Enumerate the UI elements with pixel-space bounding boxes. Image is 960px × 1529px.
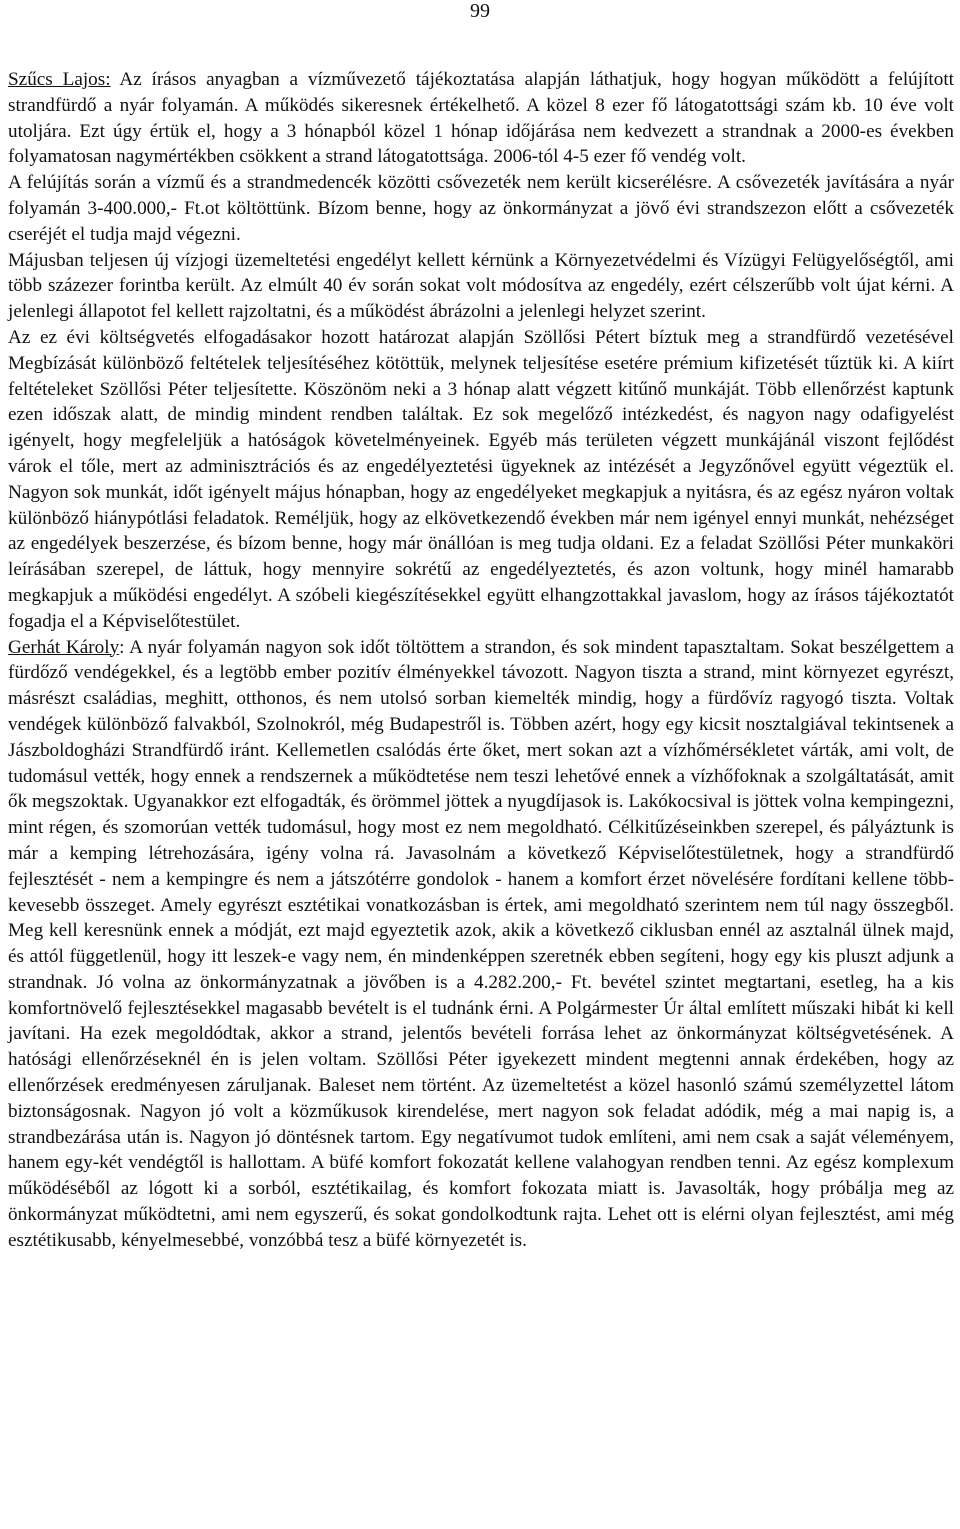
paragraph-permit <box>8 248 954 325</box>
paragraph-text: A felújítás során a vízmű és a strandmedencék közötti csővezeték nem került kicserélésre. A csővezeték javítására a nyár folyamán 3-400.000,- Ft.ot költöttünk. Bízom benne, hogy az önkormányzat a jövő évi strandszezon előtt a csővezeték cseréjét el tudja majd végezni. <box>8 172 954 245</box>
paragraph-text: Az ez évi költségvetés elfogadásakor hozott határozat alapján Szöllősi Pétert bíztuk meg a strandfürdő vezetésével Megbízását különböző feltételek teljesítéséhez kötöttük, melynek teljesítése esetére prémium kifizetését tűztük ki. A kiírt feltételeket Szöllősi Péter teljesítette. Köszönöm neki a 3 hónap alatt végzett kitűnő munkáját. Több ellenőrzést kaptunk ezen időszak alatt, de mindig mindent rendben találtak. Ez sok megelőző intézkedést, és nagyon nagy odafigyelést igényelt, hogy megfeleljük a hatóságok követelményeinek. Egyéb más területen végzett munkájánál viszont fejlődést várok el tőle, mert az adminisztrációs és az engedélyeztetési ügyeknek az intézését a Jegyzőnővel együtt végeztük el. Nagyon sok munkát, időt igényelt május hónapban, hogy az engedélyeket megkapjuk a nyitásra, és az egész nyáron voltak különböző hiánypótlási feladatok. Reméljük, hogy az elkövetkezendő években már nem igényel ennyi munkát, nehézséget az engedélyek beszerzése, és bízom benne, hogy már önállóan is meg tudja oldani. Ez a feladat Szöllősi Péter munkaköri leírásában szerepel, de láttuk, hogy mennyire sokrétű az engedélyeztetés, és azon voltunk, hogy minél hamarabb megkapjuk a működési engedélyt. A szóbeli kiegészítésekkel együtt elhangzottakkal javaslom, hogy az írásos tájékoztatót fogadja el a Képviselőtestület. <box>8 326 954 632</box>
paragraph-gerhat <box>8 635 954 1254</box>
speaker-name: Szűcs Lajos: <box>8 69 111 90</box>
paragraph-text: Májusban teljesen új vízjogi üzemeltetési engedélyt kellett kérnünk a Környezetvédelmi és Vízügyi Felügyelőségtől, ami több százezer forintba került. Az elmúlt 40 év során sokat volt módosítva az engedély, ezért célszerűbb volt újat kérni. A jelenlegi állapotot fel kellett rajzoltatni, és a működést ábrázolni a jelenlegi helyzet szerint. <box>8 249 954 323</box>
page-number <box>0 0 960 22</box>
paragraph-szucs-intro <box>8 67 954 170</box>
page-number-text: 99 <box>470 0 490 22</box>
paragraph-budget <box>8 325 954 635</box>
document-body <box>8 67 954 1254</box>
paragraph-pipeline <box>8 170 954 247</box>
paragraph-text: : A nyár folyamán nagyon sok időt töltöttem a strandon, és sok mindent tapasztaltam. Sokat beszélgettem a fürdőző vendégekkel, és a legtöbb ember pozitív élményekkel távozott. Nagyon tiszta a strand, mint környezet egyrészt, másrészt családias, meghitt, otthonos, és nem utolsó sorban kiemelték mindig, hogy a fürdővíz ragyogó tiszta. Voltak vendégek különböző falvakból, Szolnokról, még Budapestről is. Többen azért, hogy egy kicsit nosztalgiával tekintsenek a Jászboldogházi Strandfürdő iránt. Kellemetlen csalódás érte őket, mert sokan azt a vízhőmérsékletet várták, ami volt, de tudomásul vették, hogy ennek a rendszernek a működtetése nem teszi lehetővé ennek a vízhőfoknak a szolgáltatását, amit ők megszoktak. Ugyanakkor ezt elfogadták, és örömmel jöttek a nyugdíjasok is. Lakókocsival is jöttek volna kempingezni, mint régen, és szomorúan vették tudomásul, hogy most ez nem megoldható. Célkitűzéseinkben szerepel, és pályáztunk is már a kemping létrehozására, igény volna rá. Javasolnám a következő Képviselőtestületnek, hogy a strandfürdő fejlesztését - nem a kempingre és nem a játszótérre gondolok - hanem a komfort érzet növelésére fordítani kellene több-kevesebb összeget. Amely egyrészt esztétikai vonatkozásban is értek, ami megoldható szerintem nem túl nagy összegből. Meg kell keresnünk ennek a módját, ezt majd egyeztetik azok, akik a következő ciklusban ennél az asztalnál ülnek majd, és attól függetlenül, hogy itt leszek-e vagy nem, én mindenképpen szeretnék ebben segíteni, hogy egy kis pluszt adjunk a strandnak. Jó volna az önkormányzatnak a jövőben is a 4.282.200,- Ft. bevétel szintet megtartani, esetleg, ha a kis komfortnövelő fejlesztésekkel magasabb bevételt is el tudnánk érni. A Polgármester Úr által említett műszaki hibát ki kell javítani. Ha ezek megoldódtak, akkor a strand, jelentős bevételi forrása lehet az önkormányzat költségvetésének. A hatósági ellenőrzéseknél én is jelen voltam. Szöllősi Péter igyekezett mindent megtenni annak érdekében, hogy az ellenőrzések eredményesen záruljanak. Baleset nem történt. Az üzemeltetést a közel hasonló számú személyzettel látom biztonságosnak. Nagyon jó volt a közműkusok kirendelése, mert nagyon sok feladat adódik, még a mai napig is, a strandbezárása után is. Nagyon jó döntésnek tartom. Egy negatívumot tudok említeni, ami nem csak a saját véleményem, hanem egy-két vendégtől is hallottam. A büfé komfort fokozatát kellene valahogyan rendben tenni. Az egész komplexum működéséből az lógott ki a sorból, esztétikailag, és komfort fokozata miatt is. Javasolták, hogy próbálja meg az önkormányzat működtetni, ami nem egyszerű, és sokat gondolkodtunk rajta. Lehet ott is elérni olyan fejlesztést, ami még esztétikusabb, kényelmesebbé, vonzóbbá tesz a büfé környezetét is. <box>8 636 954 1251</box>
paragraph-text: Az írásos anyagban a vízművezető tájékoztatása alapján láthatjuk, hogy hogyan működött a felújított strandfürdő a nyár folyamán. A működés sikeresnek értékelhető. A közel 8 ezer fő látogatottsági szám kb. 10 éve volt utoljára. Ezt úgy értük el, hogy a 3 hónapból közel 1 hónap időjárása nem kedvezett a strandnak a 2000-es években folyamatosan nagymértékben csökkent a strand látogatottsága. 2006-tól 4-5 ezer fő vendég volt. <box>8 69 954 168</box>
speaker-name: Gerhát Károly <box>8 636 120 658</box>
